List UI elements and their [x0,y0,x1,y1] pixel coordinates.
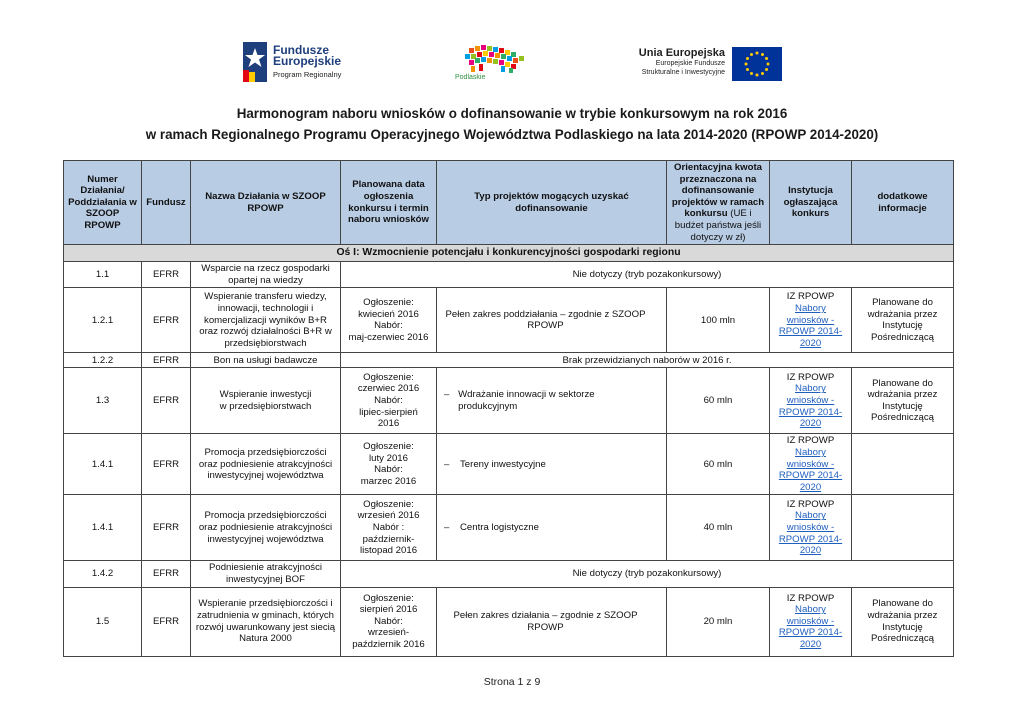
page-number: Strona 1 z 9 [483,676,541,688]
typ-text: Tereny inwestycyjne [460,458,546,470]
nabory-link[interactable]: Nabory wniosków - [786,604,835,627]
cell-note: Nie dotyczy (tryb pozakonkursowy) [341,262,954,288]
header-nazwa: Nazwa Działania w SZOOP RPOWP [191,161,341,245]
cell-numer: 1.4.1 [64,434,142,495]
cell-typ [437,434,667,495]
eu-star-icon [745,63,748,66]
cell-instytucja [770,495,852,561]
typ-text: Centra logistyczne [460,522,539,534]
cell-kwota: 60 mln [667,434,770,495]
typ-list-item [440,389,663,412]
dash-bullet: – [444,389,450,401]
cell-typ [437,587,667,656]
cell-fundusz: EFRR [142,495,191,561]
document-subtitle: w ramach Regionalnego Programu Operacyjnego Województwa Podlaskiego na lata 2014-2020 (RPOWP 2014-2020) [145,127,879,142]
iz-label: IZ RPOWP [786,498,835,510]
podlaskie-logo [455,44,533,86]
header-dodatkowe: dodatkowe informacje [852,161,954,245]
cell-fundusz: EFRR [142,587,191,656]
cell-fundusz: EFRR [142,561,191,587]
cell-data: Ogłoszenie: sierpień 2016 Nabór: wrzesień- październik 2016 [341,587,437,656]
cell-kwota: 20 mln [667,587,770,656]
eu-star-icon [765,68,768,71]
fe-line1: Fundusze [273,43,329,57]
eu-star-icon [750,72,753,75]
iz-label: IZ RPOWP [786,435,835,447]
cell-nazwa: Wspieranie inwestycji w przedsiębiorstwach [191,368,341,434]
header-fundusz: Fundusz [142,161,191,245]
header-kwota-bold: Orientacyjna kwota przeznaczona na dofinansowanie projektów w ramach konkursu [671,162,765,220]
nabory-link-line2[interactable]: RPOWP 2014-2020 [778,533,843,557]
cell-nazwa: Promocja przedsiębiorczości oraz podniesienie atrakcyjności inwestycyjnej województwa [191,495,341,561]
dash-bullet: – [444,522,450,534]
harmonogram-table [63,160,954,657]
header-typ: Typ projektów mogących uzyskać dofinansowanie [437,161,667,245]
cell-dodatkowe: Planowane do wdrażania przez Instytucję Pośredniczącą [852,368,954,434]
eu-star-icon [756,52,759,55]
header-numer: Numer Działania/ Poddziałania w SZOOP RPOWP [64,161,142,245]
cell-instytucja [770,434,852,495]
eu-flag-icon [732,47,782,81]
document-title: Harmonogram naboru wniosków o dofinansowanie w trybie konkursowym na rok 2016 [236,106,788,121]
iz-label: IZ RPOWP [786,592,835,604]
cell-dodatkowe [852,495,954,561]
table-row [64,288,954,353]
cell-typ [437,288,667,353]
nabory-link[interactable]: Nabory wniosków - [786,446,835,470]
nabory-link-line2[interactable]: RPOWP 2014-2020 [778,470,843,493]
cell-numer: 1.2.2 [64,353,142,368]
cell-nazwa: Bon na usługi badawcze [191,353,341,368]
cell-dodatkowe: Planowane do wdrażania przez Instytucję Pośredniczącą [852,587,954,656]
nabory-link-line2[interactable]: RPOWP 2014-2020 [778,406,843,430]
table-header-row [64,161,954,245]
cell-nazwa: Promocja przedsiębiorczości oraz podniesienie atrakcyjności inwestycyjnej województwa [191,434,341,495]
iz-label: IZ RPOWP [786,371,835,383]
table-row [64,561,954,587]
cell-data: Ogłoszenie: kwiecień 2016 Nabór: maj-czerwiec 2016 [341,288,437,353]
fundusze-europejskie-logo [243,42,363,86]
table-row [64,353,954,368]
fe-line2: Europejskie [273,54,342,68]
typ-list-item [440,459,663,471]
cell-typ [437,368,667,434]
cell-numer: 1.4.2 [64,561,142,587]
table-row [64,368,954,434]
ue-line2: Europejskie Fundusze [655,60,725,67]
cell-numer: 1.2.1 [64,288,142,353]
eu-star-icon [746,57,749,60]
fe-star-icon [243,42,269,82]
cell-dodatkowe [852,434,954,495]
cell-kwota: 60 mln [667,368,770,434]
cell-nazwa: Wspieranie przedsiębiorczości i zatrudnienia w gminach, których rozwój uwarunkowany jest siecią Natura 2000 [191,587,341,656]
cell-numer: 1.5 [64,587,142,656]
cell-data: Ogłoszenie: luty 2016 Nabór: marzec 2016 [341,434,437,495]
cell-data: Ogłoszenie: wrzesień 2016 Nabór : październik- listopad 2016 [341,495,437,561]
eu-star-icon [756,74,759,77]
cell-fundusz: EFRR [142,368,191,434]
os-title: Oś I: Wzmocnienie potencjału i konkurencyjności gospodarki regionu [64,245,954,262]
table-row [64,587,954,656]
typ-text: Pełen zakres poddziałania – zgodnie z SZOOP RPOWP [445,308,646,332]
fe-line3: Program Regionalny [273,70,342,79]
nabory-link[interactable]: Nabory wniosków - [786,383,835,407]
table-row [64,262,954,288]
cell-instytucja [770,368,852,434]
dash-bullet: – [444,458,450,470]
os-row [64,245,954,262]
cell-fundusz: EFRR [142,353,191,368]
cell-note: Nie dotyczy (tryb pozakonkursowy) [341,561,954,587]
eu-star-icon [746,68,749,71]
cell-numer: 1.3 [64,368,142,434]
cell-instytucja [770,288,852,353]
cell-kwota: 100 mln [667,288,770,353]
cell-nazwa: Wsparcie na rzecz gospodarki opartej na wiedzy [191,262,341,288]
cell-data: Ogłoszenie: czerwiec 2016 Nabór: lipiec-sierpień 2016 [341,368,437,434]
ue-line3: Strukturalne i Inwestycyjne [641,69,725,76]
cell-fundusz: EFRR [142,262,191,288]
cell-kwota: 40 mln [667,495,770,561]
nabory-link[interactable]: Nabory wniosków - [786,510,835,534]
eu-star-icon [767,63,770,66]
cell-fundusz: EFRR [142,288,191,353]
typ-text: Pełen zakres działania – zgodnie z SZOOP RPOWP [453,609,638,633]
header-kwota-normal: (UE i budżet państwa jeśli dotyczy w zł) [674,208,762,243]
table-row [64,495,954,561]
eu-star-icon [761,72,764,75]
header-kwota [667,161,770,245]
cell-nazwa: Wspieranie transferu wiedzy, innowacji, technologii i komercjalizacji wyników B+R oraz rozwój działalności B+R w przedsiębiorstwach [191,288,341,353]
bison-icon [455,44,533,74]
podlaskie-label: Podlaskie [455,74,486,81]
typ-text: Wdrażanie innowacji w sektorze produkcyjnym [458,389,595,412]
cell-nazwa: Podniesienie atrakcyjności inwestycyjnej BOF [191,561,341,587]
cell-numer: 1.4.1 [64,495,142,561]
cell-dodatkowe: Planowane do wdrażania przez Instytucję Pośredniczącą [852,288,954,353]
cell-note: Brak przewidzianych naborów w 2016 r. [341,353,954,368]
ue-line1: Unia Europejska [638,47,725,59]
eu-star-icon [765,57,768,60]
cell-fundusz: EFRR [142,434,191,495]
cell-instytucja [770,587,852,656]
cell-typ [437,495,667,561]
cell-numer: 1.1 [64,262,142,288]
nabory-link-line2[interactable]: RPOWP 2014-2020 [778,326,843,349]
header-instytucja: Instytucja ogłaszająca konkurs [770,161,852,245]
iz-label: IZ RPOWP [786,291,835,303]
table-row [64,434,954,495]
typ-list-item [440,522,663,534]
nabory-link[interactable]: Nabory wniosków - [786,302,835,326]
eu-star-icon [761,53,764,56]
header-data: Planowana data ogłoszenia konkursu i termin naboru wniosków [341,161,437,245]
eu-star-icon [750,53,753,56]
nabory-link-line2[interactable]: RPOWP 2014-2020 [778,627,843,650]
unia-europejska-logo [630,47,785,85]
